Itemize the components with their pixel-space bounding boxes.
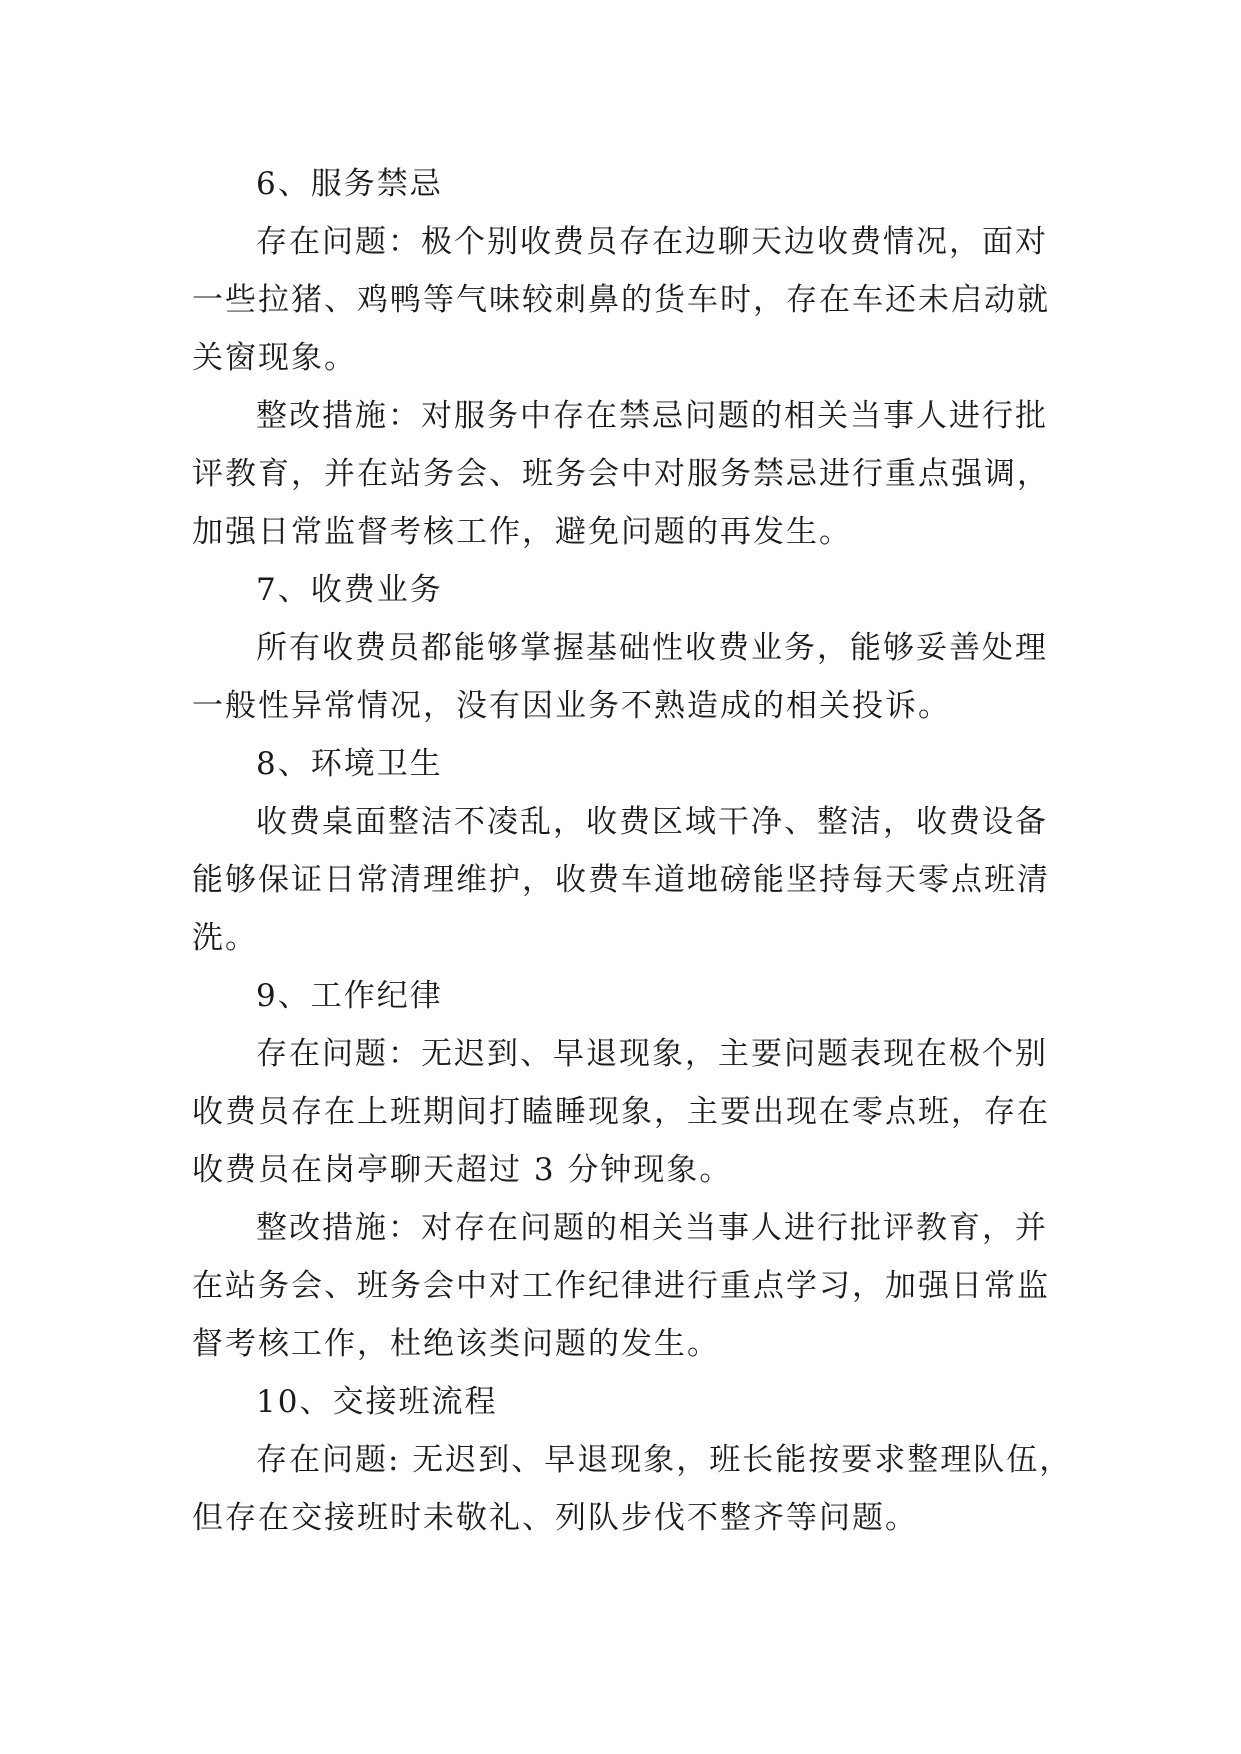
text-line: 整改措施：对存在问题的相关当事人进行批评教育，并 [256,1210,1048,1246]
section-heading-7 [192,561,1052,619]
text-line: 洗。 [192,920,258,956]
text-line: 能够保证日常清理维护，收费车道地磅能坚持每天零点班清 [192,862,1050,898]
text-line: 加强日常监督考核工作，避免问题的再发生。 [192,514,852,550]
text-line: 所有收费员都能够掌握基础性收费业务，能够妥善处理 [256,630,1048,666]
text-line: 6、服务禁忌 [256,166,443,202]
paragraph-problem-10 [192,1431,1073,1547]
text-line: 存在问题：无迟到、早退现象，主要问题表现在极个别 [256,1036,1048,1072]
section-heading-9 [192,967,1052,1025]
text-line: 8、环境卫生 [256,746,443,782]
text-line: 在站务会、班务会中对工作纪律进行重点学习，加强日常监 [192,1268,1050,1304]
text-line: 评教育，并在站务会、班务会中对服务禁忌进行重点强调， [192,456,1050,492]
text-line: 整改措施：对服务中存在禁忌问题的相关当事人进行批 [256,398,1048,434]
text-line: 督考核工作，杜绝该类问题的发生。 [192,1326,720,1362]
paragraph-hygiene-8 [192,793,1052,967]
text-line: 但存在交接班时未敬礼、列队步伐不整齐等问题。 [192,1500,918,1536]
text-line: 一些拉猪、鸡鸭等气味较刺鼻的货车时，存在车还未启动就 [192,282,1050,318]
text-line: 存在问题：极个别收费员存在边聊天边收费情况，面对 [256,224,1048,260]
document-body [192,155,1073,1547]
section-heading-10 [192,1373,1052,1431]
paragraph-measures-6 [192,387,1052,561]
paragraph-problem-9 [192,1025,1052,1199]
text-line: 7、收费业务 [256,572,443,608]
text-line: 关窗现象。 [192,340,357,376]
paragraph-measures-9 [192,1199,1052,1373]
text-line: 收费员在岗亭聊天超过 3 分钟现象。 [192,1152,733,1188]
section-heading-8 [192,735,1052,793]
text-line: 收费桌面整洁不凌乱，收费区域干净、整洁，收费设备 [256,804,1048,840]
text-line: 9、工作纪律 [256,978,443,1014]
paragraph-problem-6 [192,213,1052,387]
text-line: 10、交接班流程 [256,1384,498,1420]
text-line: 存在问题: 无迟到、早退现象，班长能按要求整理队伍， [256,1442,1073,1478]
text-line: 收费员存在上班期间打瞌睡现象，主要出现在零点班，存在 [192,1094,1050,1130]
section-heading-6 [192,155,1052,213]
paragraph-business-7 [192,619,1052,735]
text-line: 一般性异常情况，没有因业务不熟造成的相关投诉。 [192,688,951,724]
